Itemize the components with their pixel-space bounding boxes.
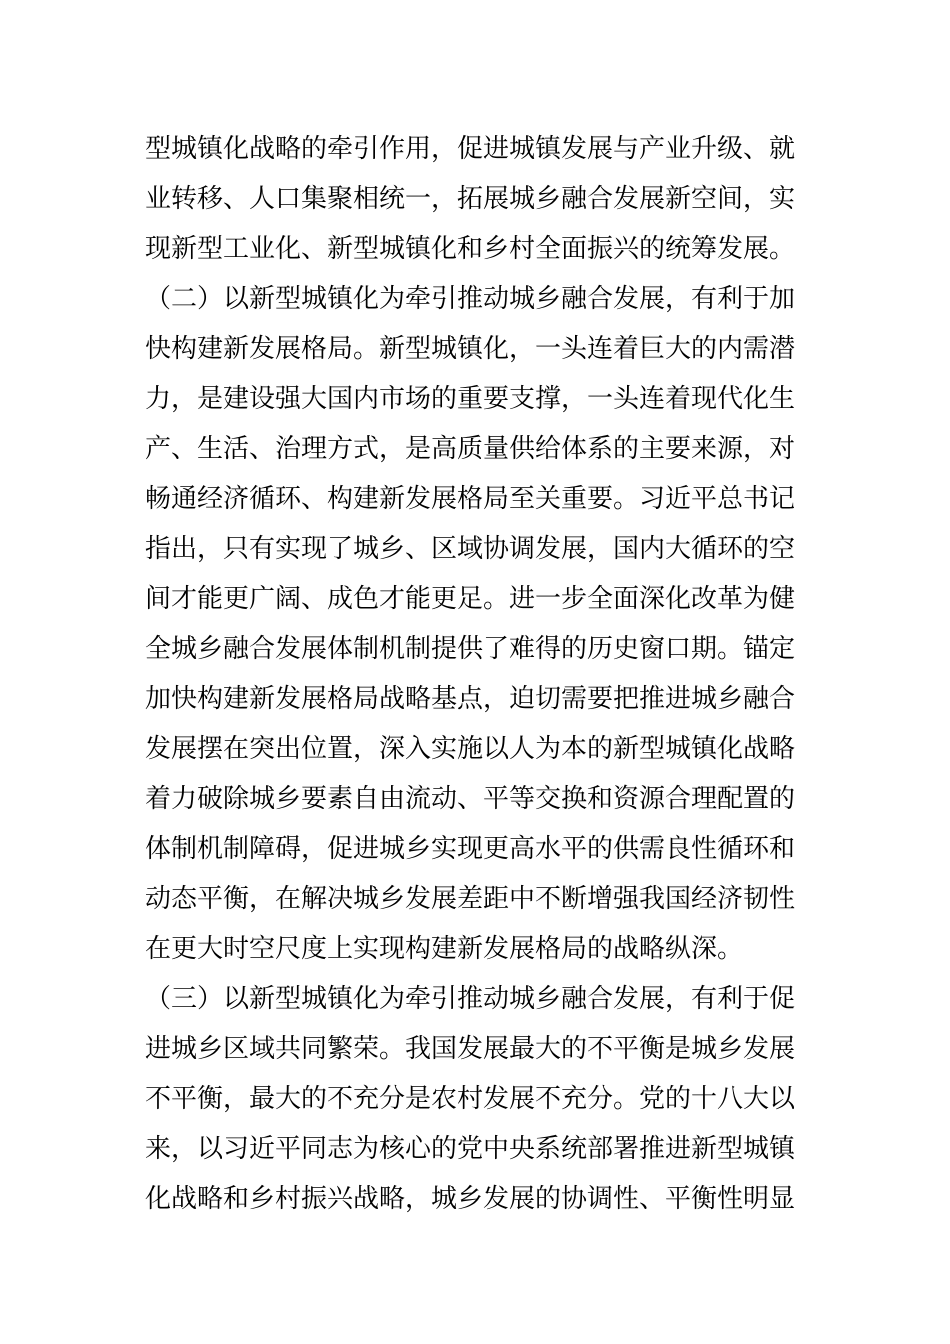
- text-line: 在更大时空尺度上实现构建新发展格局的战略纵深。: [145, 934, 744, 964]
- text-line: 型城镇化战略的牵引作用，促进城镇发展与产业升级、就: [145, 134, 796, 164]
- text-line: 指出，只有实现了城乡、区域协调发展，国内大循环的空: [145, 534, 796, 564]
- text-line: 进城乡区域共同繁荣。我国发展最大的不平衡是城乡发展: [145, 1034, 796, 1064]
- text-line: 不平衡，最大的不充分是农村发展不充分。党的十八大以: [145, 1084, 796, 1114]
- text-line: 动态平衡，在解决城乡发展差距中不断增强我国经济韧性: [145, 884, 796, 914]
- text-line: （二）以新型城镇化为牵引推动城乡融合发展，有利于加: [145, 284, 796, 314]
- text-line: 畅通经济循环、构建新发展格局至关重要。习近平总书记: [145, 484, 796, 514]
- text-line: 来，以习近平同志为核心的党中央系统部署推进新型城镇: [145, 1134, 796, 1164]
- text-line: 间才能更广阔、成色才能更足。进一步全面深化改革为健: [145, 584, 796, 614]
- text-line: 业转移、人口集聚相统一，拓展城乡融合发展新空间，实: [145, 184, 796, 214]
- text-line: （三）以新型城镇化为牵引推动城乡融合发展，有利于促: [145, 984, 796, 1014]
- text-line: 体制机制障碍，促进城乡实现更高水平的供需良性循环和: [145, 834, 796, 864]
- text-line: 加快构建新发展格局战略基点，迫切需要把推进城乡融合: [145, 684, 796, 714]
- body-text: [145, 124, 825, 1224]
- text-line: 着力破除城乡要素自由流动、平等交换和资源合理配置的: [145, 784, 796, 814]
- text-line: 力，是建设强大国内市场的重要支撑，一头连着现代化生: [145, 384, 796, 414]
- text-line: 快构建新发展格局。新型城镇化，一头连着巨大的内需潜: [145, 334, 796, 364]
- text-line: 发展摆在突出位置，深入实施以人为本的新型城镇化战略: [145, 734, 796, 764]
- text-line: 化战略和乡村振兴战略，城乡发展的协调性、平衡性明显: [145, 1184, 796, 1214]
- text-line: 产、生活、治理方式，是高质量供给体系的主要来源，对: [145, 434, 796, 464]
- text-line: 现新型工业化、新型城镇化和乡村全面振兴的统筹发展。: [145, 234, 796, 264]
- text-line: 全城乡融合发展体制机制提供了难得的历史窗口期。锚定: [145, 634, 796, 664]
